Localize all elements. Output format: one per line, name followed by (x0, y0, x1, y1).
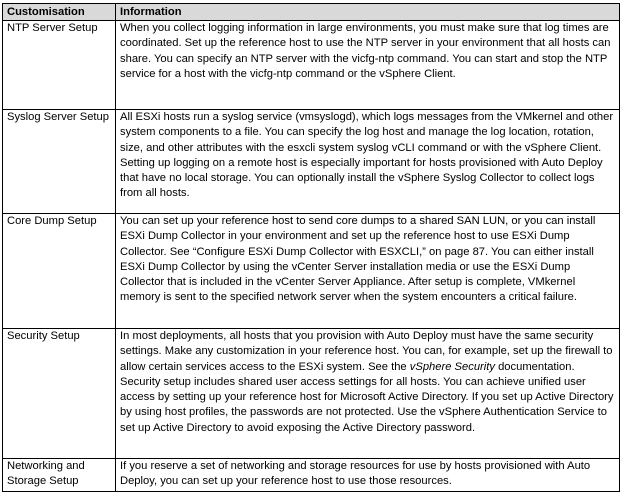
table-header-row (3, 4, 620, 21)
table-row (3, 214, 620, 329)
row-name-syslog: Syslog Server Setup (3, 110, 116, 214)
row-info-ntp: When you collect logging information in large environments, you must make sure that log times are coordinated. Set up the reference host to use the NTP server in your environment that all hosts can share. You can specify an NTP server with the vicfg-ntp command. You can start and stop the NTP service for a host with the vicfg-ntp command or the vSphere Client. (116, 21, 620, 110)
security-info-text-1: In most deployments, all hosts that you provision with Auto Deploy must have the same security settings. Make any customization in your reference host. You can, for example, set up the firewall to allow certain services access to the ESXi system. See the (120, 330, 613, 373)
row-name-networking: Networking and Storage Setup (3, 459, 116, 492)
row-name-security: Security Setup (3, 329, 116, 459)
row-info-networking: If you reserve a set of networking and storage resources for use by hosts provisioned with Auto Deploy, you can set up your reference host to use those resources. (116, 459, 620, 492)
header-information: Information (116, 4, 620, 21)
row-info-core-dump: You can set up your reference host to send core dumps to a shared SAN LUN, or you can install ESXi Dump Collector in your environment and set up the reference host to use ESXi Dump Collector. See “Configure ESXi Dump Collector with ESXCLI,” on page 87. You can either install ESXi Dump Collector by using the vCenter Server installation media or use the ESXi Dump Collector that is included in the vCenter Server Appliance. After setup is complete, VMkernel memory is sent to the specified network server when the system encounters a critical failure. (116, 214, 620, 329)
header-customisation: Customisation (3, 4, 116, 21)
table-row (3, 329, 620, 459)
table-row (3, 459, 620, 492)
row-name-ntp: NTP Server Setup (3, 21, 116, 110)
row-info-security (116, 329, 620, 459)
security-info-text-2: documentation. Security setup includes shared user access settings for all hosts. You can achieve unified user access by setting up your reference host for Microsoft Active Directory. If you set up Active Directory by using host profiles, the passwords are not protected. Use the vSphere Authentication Service to set up Active Directory to avoid exposing the Active Directory password. (120, 360, 614, 434)
customisation-table (2, 3, 620, 492)
row-name-core-dump: Core Dump Setup (3, 214, 116, 329)
table-row (3, 21, 620, 110)
security-doc-title: vSphere Security (409, 360, 495, 373)
table-row (3, 110, 620, 214)
row-info-syslog: All ESXi hosts run a syslog service (vmsyslogd), which logs messages from the VMkernel and other system components to a file. You can specify the log host and manage the log location, rotation, size, and other attributes with the esxcli system syslog vCLI command or with the vSphere Client. Setting up logging on a remote host is especially important for hosts provisioned with Auto Deploy that have no local storage. You can optionally install the vSphere Syslog Collector to collect logs from all hosts. (116, 110, 620, 214)
